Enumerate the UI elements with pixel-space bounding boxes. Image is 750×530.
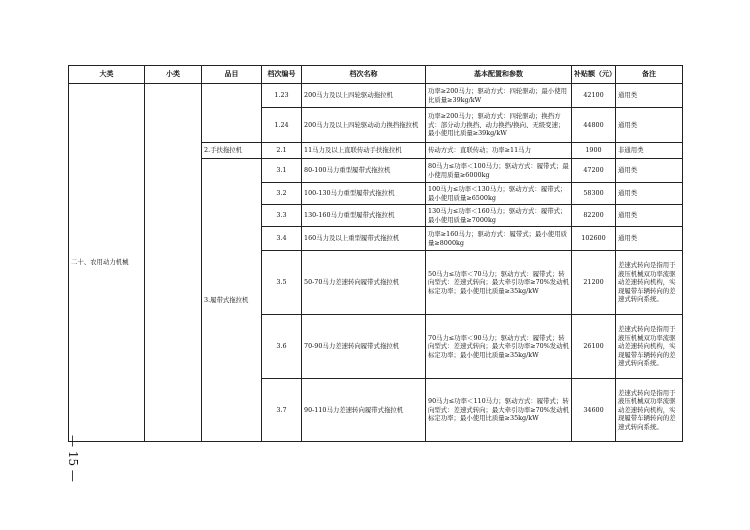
grade-code: 3.5 [262,251,302,315]
page-number: — 15 — [66,435,80,482]
subsidy-amount: 82200 [572,205,616,227]
grade-code: 3.1 [262,159,302,183]
grade-name: 200马力及以上四轮驱动动力换挡拖拉机 [302,108,426,143]
subsidy-amount: 1900 [572,143,616,159]
header-grade-name: 档次名称 [302,66,426,84]
grade-params: 50马力≤功率＜70马力；驱动方式：履带式；转向型式：差速式转向；最大牵引功率≥70%发动机标定功率；最小使用比质量≥35kg/kW [426,251,572,315]
subsidy-amount: 47200 [572,159,616,183]
note: 通用类 [616,227,683,251]
grade-name: 200马力及以上四轮驱动拖拉机 [302,84,426,108]
item-cell: 2.手扶拖拉机 [202,143,262,159]
category-cell: 二十、农用动力机械 [69,84,145,442]
table-row [69,84,683,108]
subsidy-amount: 21200 [572,251,616,315]
grade-params: 传动方式：直联传动；功率≥11马力 [426,143,572,159]
subsidy-table [68,65,683,442]
item-cell [202,84,262,143]
note: 通用类 [616,84,683,108]
note: 通用类 [616,108,683,143]
grade-code: 2.1 [262,143,302,159]
grade-name: 90-110马力差速转向履带式拖拉机 [302,379,426,442]
subcategory-cell [145,84,202,442]
grade-name: 50-70马力差速转向履带式拖拉机 [302,251,426,315]
grade-name: 100-130马力重型履带式拖拉机 [302,183,426,205]
header-params: 基本配置和参数 [426,66,572,84]
grade-params: 130马力≤功率＜160马力；驱动方式：履带式；最小使用质量≥7000kg [426,205,572,227]
grade-code: 3.3 [262,205,302,227]
grade-code: 3.4 [262,227,302,251]
note: 差速式转向是指用于液压机械双功率流驱动差速转向机构，实现履带车辆转向的差速式转向系统。 [616,379,683,442]
header-category: 大类 [69,66,145,84]
subsidy-amount: 102600 [572,227,616,251]
grade-code: 3.2 [262,183,302,205]
note: 通用类 [616,183,683,205]
subsidy-amount: 58300 [572,183,616,205]
note: 非通用类 [616,143,683,159]
subsidy-amount: 44800 [572,108,616,143]
subsidy-amount: 26100 [572,315,616,379]
header-subcategory: 小类 [145,66,202,84]
header-amount: 补贴额（元） [572,66,616,84]
grade-name: 160马力及以上重型履带式拖拉机 [302,227,426,251]
grade-name: 80-100马力重型履带式拖拉机 [302,159,426,183]
grade-name: 70-90马力差速转向履带式拖拉机 [302,315,426,379]
grade-params: 功率≥200马力；驱动方式：四轮驱动；换挡方式：部分动力换挡、动力换挡/换向、无级变速；最小使用比质量≥39kg/kW [426,108,572,143]
note: 差速式转向是指用于液压机械双功率流驱动差速转向机构，实现履带车辆转向的差速式转向系统。 [616,315,683,379]
grade-params: 功率≥200马力；驱动方式：四轮驱动；最小使用比质量≥39kg/kW [426,84,572,108]
grade-code: 1.24 [262,108,302,143]
note: 差速式转向是指用于液压机械双功率流驱动差速转向机构，实现履带车辆转向的差速式转向系统。 [616,251,683,315]
header-row [69,66,683,84]
note: 通用类 [616,159,683,183]
grade-params: 80马力≤功率＜100马力；驱动方式：履带式；最小使用质量≥6000kg [426,159,572,183]
grade-code: 3.7 [262,379,302,442]
grade-code: 3.6 [262,315,302,379]
header-item: 品目 [202,66,262,84]
grade-name: 11马力及以上直联传动手扶拖拉机 [302,143,426,159]
header-grade-code: 档次编号 [262,66,302,84]
grade-params: 功率≥160马力；驱动方式：履带式；最小使用质量≥8000kg [426,227,572,251]
header-note: 备注 [616,66,683,84]
grade-params: 90马力≤功率＜110马力；驱动方式：履带式；转向型式：差速式转向；最大牵引功率≥70%发动机标定功率；最小使用比质量≥35kg/kW [426,379,572,442]
subsidy-amount: 42100 [572,84,616,108]
item-cell: 3.履带式拖拉机 [202,159,262,442]
grade-params: 100马力≤功率＜130马力；驱动方式：履带式；最小使用质量≥6500kg [426,183,572,205]
grade-name: 130-160马力重型履带式拖拉机 [302,205,426,227]
note: 通用类 [616,205,683,227]
subsidy-amount: 34600 [572,379,616,442]
grade-params: 70马力≤功率＜90马力；驱动方式：履带式；转向型式：差速式转向；最大牵引功率≥70%发动机标定功率；最小使用比质量≥35kg/kW [426,315,572,379]
grade-code: 1.23 [262,84,302,108]
